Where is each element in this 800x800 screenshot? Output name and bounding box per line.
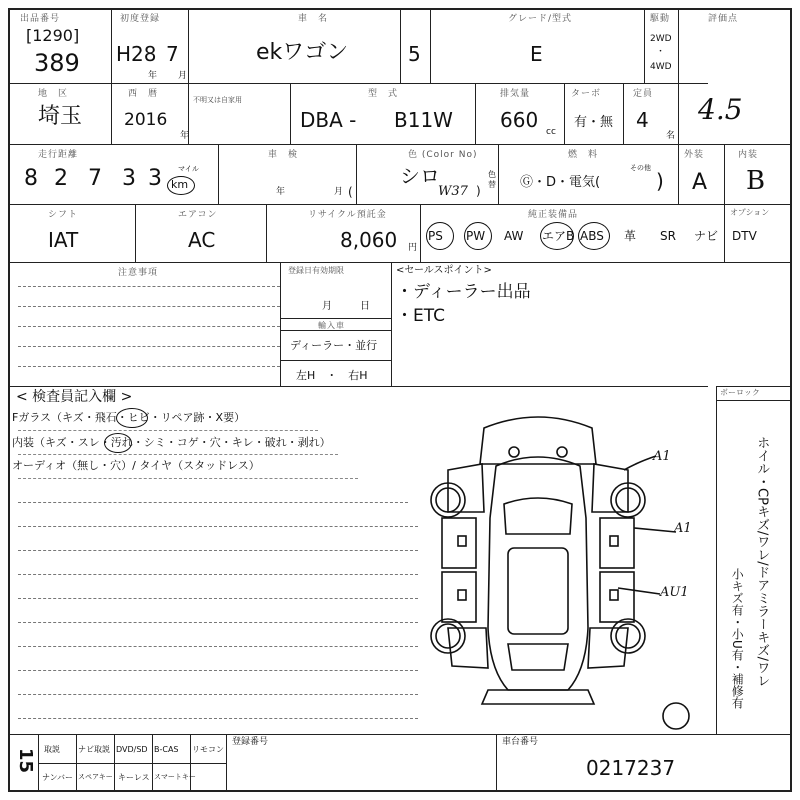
doors: 5 [408,42,421,66]
drive-dot: ・ [656,47,666,57]
mileage [24,168,174,192]
equip-ps: PS [428,229,443,243]
label-interior: 内装 [738,150,759,160]
damage-code-front-right: A1 [653,449,671,464]
fuel-options: Ⓖ・D・電気( [520,175,601,190]
bottom-label: DVD/SD [116,745,148,754]
label-car-name: 車 名 [298,14,329,24]
lot-number: 389 [34,49,80,77]
equip-leather: 革 [624,229,637,243]
bottom-label: ナンバー [42,773,74,782]
mileage-digit: 3 [148,166,162,191]
label-region: 地 区 [38,89,69,99]
aircon: AC [188,228,216,252]
badge-number: 15 [15,748,36,774]
model-prefix: DBA - [300,108,357,132]
label-shift: シフト [48,210,79,220]
equip-navi: ナビ [694,229,719,243]
label-grade: グレード/型式 [508,14,573,24]
reg-month: 7 [166,42,179,66]
equipment-list [420,222,790,254]
bottom-label: ナビ取説 [78,745,110,754]
frame-number: 0217237 [586,756,676,780]
reg-day: 日 [360,301,370,312]
shaken-year: 年 [276,187,286,197]
drive-4wd: 4WD [650,62,672,72]
cc-unit: cc [546,127,556,137]
label-reg-expiry: 登録日有効期限 [288,266,344,275]
exterior-grade: A [692,170,708,195]
mileage-digit: 8 [24,166,38,191]
capacity-unit: 名 [666,131,676,141]
grade: E [530,42,543,66]
label-frame-number: 車台番号 [502,737,539,747]
label-displacement: 排気量 [500,89,531,99]
sales-point-1: ・ディーラー出品 [396,282,531,302]
reg-month: 月 [322,301,332,312]
equip-aw: AW [504,229,524,243]
lot-bracket: [1290] [26,26,80,45]
inspection-line-interior: 内装（キズ・スレ・汚れ・シミ・コゲ・穴・キレ・破れ・剥れ） [12,436,331,449]
label-turbo: ターボ [571,89,602,99]
label-option: オプション [730,208,770,217]
auction-sheet [8,8,792,792]
bottom-label: B-CAS [154,745,179,754]
label-reg-number: 登録番号 [232,737,269,747]
label-fuel: 燃 料 [568,150,599,160]
mileage-digit: 7 [88,166,102,191]
equip-pw: PW [466,229,486,243]
year-char: 年 [148,71,158,81]
label-sales-point: <セールスポイント> [396,265,492,276]
bottom-label: 取説 [44,745,60,754]
year-char-2: 年 [180,131,190,141]
bottom-label: スマートキー [154,773,196,781]
color-change-label: 色替 [488,170,496,189]
inspection-line-audio: オーディオ（無し・穴）/ タイヤ（スタッドレス） [12,459,260,472]
color-paren: ) [476,184,481,198]
inspection-title: < 検査員記入欄 > [16,389,133,405]
equip-abs: ABS [580,229,604,243]
color-number: W37 [438,184,468,199]
month-char: 月 [178,71,188,81]
fuel-other: その他 [630,164,651,172]
label-equipment: 純正装備品 [528,210,579,220]
damage-code-door-right: A1 [674,521,692,536]
label-western: 西 暦 [128,89,159,99]
color: シロ [400,164,440,188]
recycle-fee: 8,060 [340,228,398,252]
mark-circle [104,433,132,453]
drive-2wd: 2WD [650,34,672,44]
label-capacity: 定員 [633,89,654,99]
displacement: 660 [500,108,539,132]
shaken-paren: ( [348,185,353,199]
mileage-digit: 3 [122,166,136,191]
label-exterior: 外装 [684,150,705,160]
bottom-label: スペアキー [78,773,113,781]
import-type: ディーラー・並行 [290,339,378,352]
label-color: 色 (Color No) [408,150,478,160]
inspection-line-glass: Fガラス（キズ・飛石・ヒビ・リペア跡・X要） [12,411,246,424]
overall-score: 4.5 [698,93,743,126]
mile-label: マイル [178,165,199,173]
model-code: B11W [394,108,453,132]
label-first-reg: 初度登録 [120,14,161,24]
label-drive: 駆動 [650,14,671,24]
bottom-label: リモコン [192,745,224,754]
label-import: 輸入車 [318,321,345,330]
km-label: km [171,178,189,191]
car-diagram [418,408,658,708]
region: 埼玉 [38,104,83,129]
yen-unit: 円 [408,243,418,253]
shaken-month: 月 [334,187,344,197]
capacity: 4 [636,108,649,132]
interior-grade: B [746,166,766,196]
turbo-options: 有・無 [574,115,614,130]
car-name: ekワゴン [256,40,349,65]
label-recycle: リサイクル預託金 [308,210,387,220]
western-year: 2016 [124,110,168,130]
shift-type: IAT [48,228,79,252]
mileage-digit: 2 [54,166,68,191]
label-score: 評価点 [708,14,739,24]
fuel-close: ) [656,169,664,193]
mark-circle [116,408,148,428]
label-mileage: 走行距離 [38,150,79,160]
vertical-note-2: 小キズ有・小U有・補修有 [730,568,745,709]
label-shaken: 車 検 [268,150,299,160]
sales-point-2: ・ETC [396,306,445,326]
equip-sunroof: SR [660,229,676,243]
bottom-label: キーレス [118,773,150,782]
damage-code-rear-door: AU1 [660,585,689,600]
label-model: 型 式 [368,89,399,99]
label-notes: 注意事項 [118,268,159,278]
era-year: H28 [116,42,157,66]
vertical-note-1: ホイル・CPキズ/ワレ/ドアミラーキズ/ワレ [754,436,770,688]
equip-dtv: DTV [732,229,757,243]
label-aircon: エアコン [178,210,218,220]
side-label: ボーロック [720,388,760,397]
small-note: 不明又は自家用 [193,96,242,104]
handle-side: 左H ・ 右H [296,369,368,382]
label-lot: 出品番号 [20,14,61,24]
equip-airbag: エアB [542,229,575,243]
